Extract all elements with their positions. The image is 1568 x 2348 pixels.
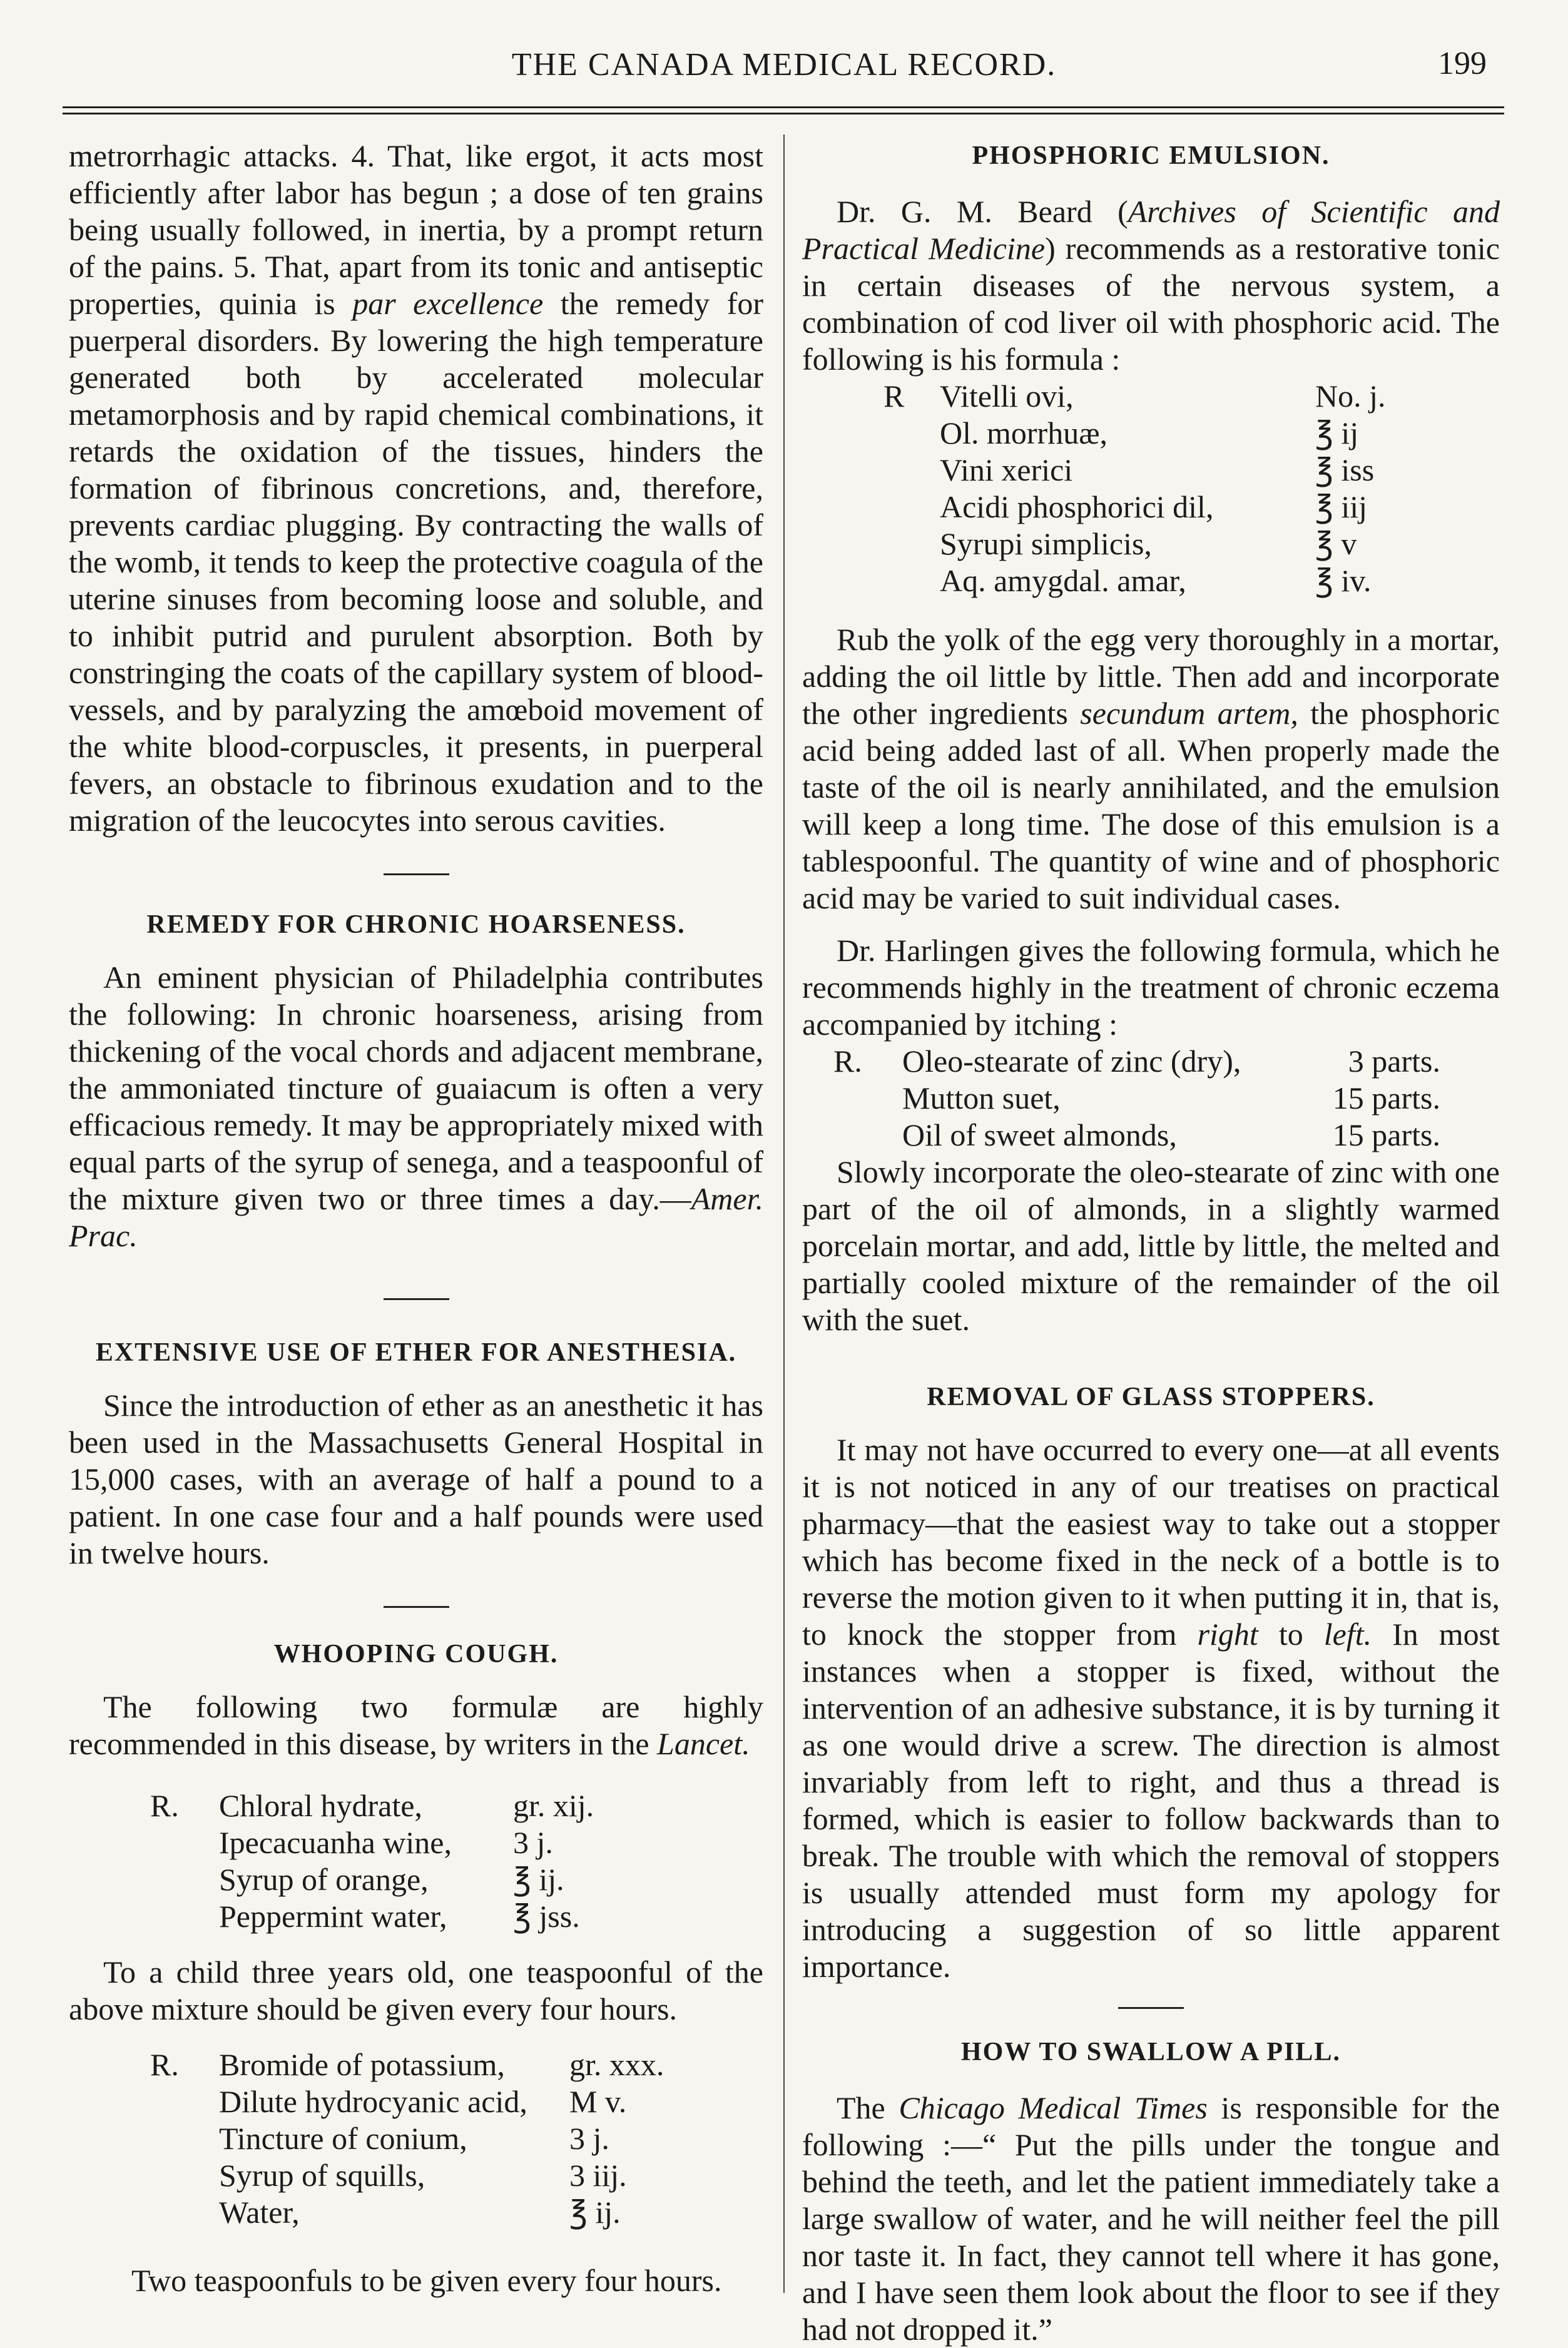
ingredient: Peppermint water, — [219, 1899, 447, 1934]
recipe-symbol — [883, 562, 940, 599]
source-citation: Lancet. — [657, 1726, 750, 1761]
ingredient: Ol. morrhuæ, — [940, 415, 1108, 450]
dose: ℥ iv. — [1315, 563, 1372, 598]
dose: No. j. — [1315, 379, 1386, 414]
prescription-line — [150, 1787, 594, 1824]
ingredient: Chloral hydrate, — [219, 1788, 422, 1823]
dose: ℥ v — [1315, 526, 1357, 561]
recipe-symbol: R. — [150, 1788, 179, 1823]
glass-stoppers-paragraph — [802, 1431, 1500, 1985]
header-rule-top — [63, 106, 1504, 108]
ingredient: Syrupi simplicis, — [940, 526, 1152, 561]
dose: 15 parts. — [1332, 1117, 1440, 1152]
ingredient: Syrup of squills, — [219, 2158, 425, 2193]
recipe-symbol: R. — [833, 1044, 862, 1079]
dose: ℥ ij. — [513, 1862, 564, 1897]
prescription-line — [883, 415, 1386, 452]
prescription-line — [833, 1080, 1440, 1117]
dose: ℥ jss. — [513, 1899, 580, 1934]
prescription-line — [150, 1861, 594, 1898]
ingredient: Oil of sweet almonds, — [902, 1117, 1177, 1152]
source-citation: Chicago Medical Times — [899, 2090, 1208, 2125]
ingredient: Vitelli ovi, — [940, 379, 1074, 414]
text-run: The — [837, 2090, 899, 2125]
whooping-intro-paragraph — [69, 1689, 763, 1762]
prescription-bromide — [150, 2046, 664, 2231]
dose: 3 j. — [569, 2121, 609, 2156]
text-run: The following two formulæ are highly recommended in this disease, by writers in the — [69, 1689, 763, 1761]
text-run: In most instances when a stopper is fixed, without the intervention of an adhesive substance, it is by turning it as one would drive a screw. The direction is almost invariably from left to right, and thus a thread is formed, which is easier to follow backwards than to break. The trouble with which the removal of stoppers is usually attended must form my apology for introducing a suggestion of so little apparent importance. — [802, 1617, 1500, 1984]
beard-paragraph — [802, 193, 1500, 378]
recipe-symbol — [150, 1898, 219, 1935]
text-run: the phosphoric acid being added last of all. When properly made the taste of the oil is nearly annihilated, and the emulsion will keep a long time. The dose of this emulsion is a tablespoonful. The quantity of wine and of phosphoric acid may be varied to suit individual cases. — [802, 696, 1500, 915]
heading-swallow-pill: HOW TO SWALLOW A PILL. — [961, 2038, 1341, 2066]
recipe-symbol — [883, 526, 940, 562]
ingredient: Dilute hydrocyanic acid, — [219, 2084, 527, 2119]
page-header — [0, 0, 1568, 131]
heading-ether-anesthesia: EXTENSIVE USE OF ETHER FOR ANESTHESIA. — [95, 1338, 737, 1367]
prescription-line — [883, 526, 1386, 562]
recipe-symbol — [150, 2083, 219, 2120]
italic-phrase: secundum artem, — [1080, 696, 1298, 731]
prescription-line — [150, 2194, 664, 2231]
heading-glass-stoppers: REMOVAL OF GLASS STOPPERS. — [927, 1383, 1375, 1411]
ether-paragraph: Since the introduction of ether as an anesthetic it has been used in the Massachusetts General Hospital in 15,000 cases, with an average of half a pound to a patient. In one case four and a half pounds were used in twelve hours. — [69, 1388, 763, 1570]
text-run: the remedy for puerperal disorders. By lowering the high temperature generated both by accelerated molecular metamorphosis and by rapid chemical combinations, it retards the oxidation of the tissues, hinders the formation of fibrinous concretions, and, therefore, prevents cardiac plugging. By contracting the walls of the womb, it tends to keep the protective coagula of the uterine sinuses from becoming loose and soluble, and to inhibit putrid and purulent absorption. Both by constringing the coats of the capillary system of blood-vessels, and by paralyzing the amœboid movement of the white blood-corpuscles, it presents, in puerperal fevers, an obstacle to fibrinous exudation and to the migration of the leucocytes into serous cavities. — [69, 286, 764, 838]
italic-phrase: par excellence — [352, 286, 544, 321]
column-divider — [783, 135, 785, 2293]
italic-word: right — [1197, 1617, 1258, 1652]
prescription-line — [833, 1043, 1440, 1080]
recipe-symbol — [883, 415, 940, 452]
recipe-symbol: R — [883, 379, 905, 414]
dose: 3 j. — [513, 1825, 553, 1860]
dose: ℥ ij — [1315, 415, 1359, 450]
text-run: is responsible for the following :—“ Put the pills under the tongue and behind the teeth, and let the patient immediately take a large swallow of water, and he will neither feel the pill nor taste it. In fact, they cannot tell where it has gone, and I have seen them look about the floor to see if they had not dropped it.” — [802, 2090, 1500, 2347]
dose: 3 parts. — [1348, 1044, 1440, 1079]
whooping-final-dose: Two teaspoonfuls to be given every four hours. — [131, 2263, 722, 2298]
prescription-zinc — [833, 1043, 1440, 1154]
italic-word: left. — [1323, 1617, 1372, 1652]
ingredient: Oleo-stearate of zinc (dry), — [902, 1044, 1241, 1079]
recipe-symbol — [150, 2157, 219, 2194]
text-run: to — [1258, 1617, 1324, 1652]
swallow-pill-paragraph — [802, 2090, 1500, 2348]
dose: gr. xij. — [513, 1788, 594, 1823]
whooping-dose-paragraph: To a child three years old, one teaspoonful of the above mixture should be given every four hours. — [69, 1954, 763, 2026]
heading-chronic-hoarseness: REMEDY FOR CHRONIC HOARSENESS. — [146, 910, 686, 939]
text-run: Rub the yolk of the egg very thoroughly in a mortar, adding the oil little by little. Then add and incorporate the other ingredients — [802, 622, 1500, 731]
text-run: ) recommends as a restorative tonic in certain diseases of the nervous system, a combination of cod liver oil with phosphoric acid. The following is his formula : — [802, 231, 1500, 377]
page-number: 199 — [1438, 46, 1487, 81]
prescription-line — [883, 562, 1386, 599]
recipe-symbol — [833, 1117, 902, 1154]
prescription-line — [833, 1117, 1440, 1154]
dose: 15 parts. — [1332, 1080, 1440, 1116]
text-run: Dr. G. M. Beard ( — [837, 194, 1128, 229]
prescription-line — [150, 2083, 664, 2120]
ingredient: Vini xerici — [940, 452, 1073, 487]
dose: ℥ iss — [1315, 452, 1375, 487]
prescription-line — [150, 2157, 664, 2194]
text-run: It may not have occurred to every one—at all events it is not noticed in any of our treatises on practical pharmacy—that the easiest way to take out a stopper which has become fixed in the neck of a bottle is to reverse the motion given to it when putting it in, that is, to knock the stopper from — [802, 1432, 1500, 1652]
hoarseness-paragraph — [69, 959, 763, 1254]
recipe-symbol — [150, 1824, 219, 1861]
prescription-chloral — [150, 1787, 594, 1935]
zinc-directions-paragraph: Slowly incorporate the oleo-stearate of zinc with one part of the oil of almonds, in a slightly warmed porcelain mortar, and add, little by little, the melted and partially cooled mixture of the remainder of the oil with the suet. — [802, 1154, 1500, 1337]
heading-whooping-cough: WHOOPING COUGH. — [273, 1640, 559, 1669]
right-column — [802, 138, 1500, 2348]
prescription-phosphoric — [883, 378, 1386, 599]
text-run: An eminent physician of Philadelphia contributes the following: In chronic hoarseness, arising from thickening of the vocal chords and adjacent membrane, the ammoniated tincture of guaiacum is often a very efficacious remedy. It may be appropriately mixed with equal parts of the syrup of senega, and a teaspoonful of the mixture given two or three times a day.— — [69, 960, 763, 1216]
ingredient: Acidi phosphorici dil, — [940, 489, 1214, 524]
recipe-symbol — [883, 489, 940, 526]
left-column — [69, 138, 763, 2299]
text-run: metrorrhagic attacks. 4. That, like ergot, it acts most efficiently after labor has begun ; a dose of ten grains being usually followed, in inertia, by a prompt return of the pains. 5. That, apart from its tonic and antiseptic properties, quinia is — [69, 138, 763, 321]
ingredient: Water, — [219, 2195, 300, 2230]
harlingen-paragraph: Dr. Harlingen gives the following formula, which he recommends highly in the treatment of chronic eczema accompanied by itching : — [802, 933, 1500, 1042]
quinia-continued-paragraph — [69, 138, 763, 839]
ingredient: Bromide of potassium, — [219, 2047, 505, 2082]
dose: M v. — [569, 2084, 627, 2119]
dose: 3 iij. — [569, 2158, 627, 2193]
source-citation: Amer. Prac. — [69, 1181, 763, 1253]
ingredient: Tincture of conium, — [219, 2121, 467, 2156]
emulsion-directions-paragraph — [802, 621, 1500, 917]
dose: gr. xxx. — [569, 2047, 664, 2082]
prescription-line — [883, 378, 1386, 415]
ingredient: Ipecacuanha wine, — [219, 1825, 452, 1860]
prescription-line — [150, 1898, 594, 1935]
prescription-line — [150, 2120, 664, 2157]
ingredient: Mutton suet, — [902, 1080, 1061, 1116]
ingredient: Syrup of orange, — [219, 1862, 429, 1897]
prescription-line — [883, 489, 1386, 526]
prescription-line — [883, 452, 1386, 489]
heading-phosphoric-emulsion: PHOSPHORIC EMULSION. — [972, 141, 1330, 170]
recipe-symbol — [150, 2120, 219, 2157]
prescription-line — [150, 1824, 594, 1861]
dose: ℥ iij — [1315, 489, 1368, 524]
ingredient: Aq. amygdal. amar, — [940, 563, 1186, 598]
header-rule-bottom — [63, 113, 1504, 114]
source-citation: Archives of Scientific and Practical Medicine — [802, 194, 1500, 266]
prescription-line — [150, 2046, 664, 2083]
recipe-symbol — [833, 1080, 902, 1117]
recipe-symbol: R. — [150, 2047, 179, 2082]
dose: ℥ ij. — [569, 2195, 621, 2230]
recipe-symbol — [150, 1861, 219, 1898]
recipe-symbol — [150, 2194, 219, 2231]
recipe-symbol — [883, 452, 940, 489]
running-head: THE CANADA MEDICAL RECORD. — [511, 47, 1057, 83]
